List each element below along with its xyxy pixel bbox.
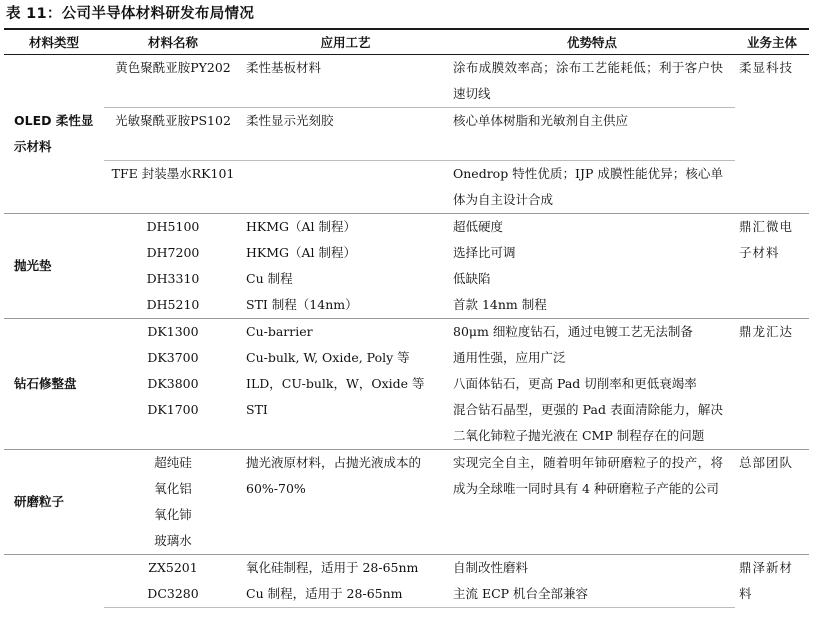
table-row [4, 319, 809, 346]
material-name: DK3700 [147, 350, 199, 365]
table-row [4, 108, 809, 161]
entity-cell: 鼎汇微电子材料 [735, 214, 809, 319]
application-cell: Cu-bulk, W, Oxide, Poly 等 [246, 350, 410, 365]
features-cell: 涂布成膜效率高；涂布工艺能耗低；利于客户快速切线 [449, 55, 735, 108]
features-cell: 主流 ECP 机台全部兼容 [453, 586, 589, 601]
material-name: TFE 封装墨水RK101 [104, 161, 242, 214]
material-name: DK1700 [147, 402, 199, 417]
header-category: 材料类型 [4, 29, 104, 55]
material-name: DH5210 [146, 297, 200, 312]
table-title: 表 11：公司半导体材料研发布局情况 [6, 6, 255, 22]
material-name: 玻璃水 [154, 533, 192, 548]
table-row [4, 55, 809, 108]
features-cell: 超低硬度 [449, 214, 735, 241]
application-cell: 抛光液原材料，占抛光液成本的 60%-70% [242, 450, 449, 555]
application-cell: STI [246, 402, 268, 417]
material-name: DC3280 [147, 586, 199, 601]
features-cell: 选择比可调 [453, 245, 516, 260]
header-features: 优势特点 [449, 29, 735, 55]
application-cell: ILD，CU-bulk，W，Oxide 等 [246, 376, 425, 391]
application-cell: STI 制程（14nm） [246, 297, 358, 312]
application-cell: 柔性显示光刻胶 [242, 108, 449, 161]
table-row [4, 240, 809, 266]
material-name: DK3800 [147, 376, 199, 391]
material-name: 氧化铝 [154, 481, 192, 496]
application-cell [242, 161, 449, 214]
application-cell: 氧化硅制程，适用于 28-65nm [242, 555, 449, 582]
application-cell: Cu-barrier [242, 319, 449, 346]
category-cell: 研磨粒子 [4, 450, 104, 555]
features-cell: 实现完全自主，随着明年铈研磨粒子的投产，将成为全球唯一同时具有 4 种研磨粒子产能的公司 [449, 450, 735, 555]
application-cell: HKMG（Al 制程） [246, 245, 357, 260]
table-row [4, 555, 809, 582]
features-cell: 首款 14nm 制程 [453, 297, 547, 312]
category-cell: 钻石修整盘 [4, 319, 104, 450]
material-name: ZX5201 [104, 555, 242, 582]
material-name: 光敏聚酰亚胺PS102 [104, 108, 242, 161]
application-cell: 柔性基板材料 [242, 55, 449, 108]
entity-cell: 鼎龙汇达 [735, 319, 809, 450]
features-cell: Onedrop 特性优质；IJP 成膜性能优异；核心单体为自主设计合成 [449, 161, 735, 214]
table-row [4, 371, 809, 397]
material-name: DK1300 [104, 319, 242, 346]
header-row [4, 29, 809, 55]
material-name: DH7200 [146, 245, 200, 260]
features-cell: 混合钻石晶型，更强的 Pad 表面清除能力，解决二氧化铈粒子抛光液在 CMP 制程存在的问题 [453, 402, 723, 443]
features-cell: 80μm 细粒度钻石，通过电镀工艺无法制备 [449, 319, 735, 346]
category-cell [4, 555, 104, 609]
application-cell: HKMG（Al 制程） [242, 214, 449, 241]
header-application: 应用工艺 [242, 29, 449, 55]
table-row [4, 450, 809, 477]
application-cell: Cu 制程，适用于 28-65nm [246, 586, 403, 601]
features-cell: 自制改性磨料 [449, 555, 735, 582]
materials-table [4, 28, 809, 608]
entity-cell: 柔显科技 [735, 55, 809, 214]
table-row [4, 581, 809, 608]
features-cell: 核心单体树脂和光敏剂自主供应 [449, 108, 735, 161]
table-row [4, 608, 809, 609]
entity-cell: 鼎泽新材料 [735, 555, 809, 609]
category-cell: 抛光垫 [4, 214, 104, 319]
table-row [4, 214, 809, 241]
material-name: 黄色聚酰亚胺PY202 [104, 55, 242, 108]
material-name: DH3310 [146, 271, 200, 286]
material-name: 氧化铈 [154, 507, 192, 522]
header-name: 材料名称 [104, 29, 242, 55]
header-entity: 业务主体 [735, 29, 809, 55]
entity-cell: 总部团队 [735, 450, 809, 555]
material-name: 超纯硅 [104, 450, 242, 477]
table-row [4, 292, 809, 319]
application-cell: Cu 制程 [246, 271, 293, 286]
table-row [4, 345, 809, 371]
material-name: DH5100 [104, 214, 242, 241]
features-cell: 八面体钻石，更高 Pad 切削率和更低衰竭率 [453, 376, 697, 391]
table-row [4, 397, 809, 450]
category-cell: OLED 柔性显示材料 [4, 55, 104, 214]
table-row [4, 161, 809, 214]
table-row [4, 266, 809, 292]
features-cell: 低缺陷 [453, 271, 491, 286]
features-cell: 通用性强，应用广泛 [453, 350, 566, 365]
